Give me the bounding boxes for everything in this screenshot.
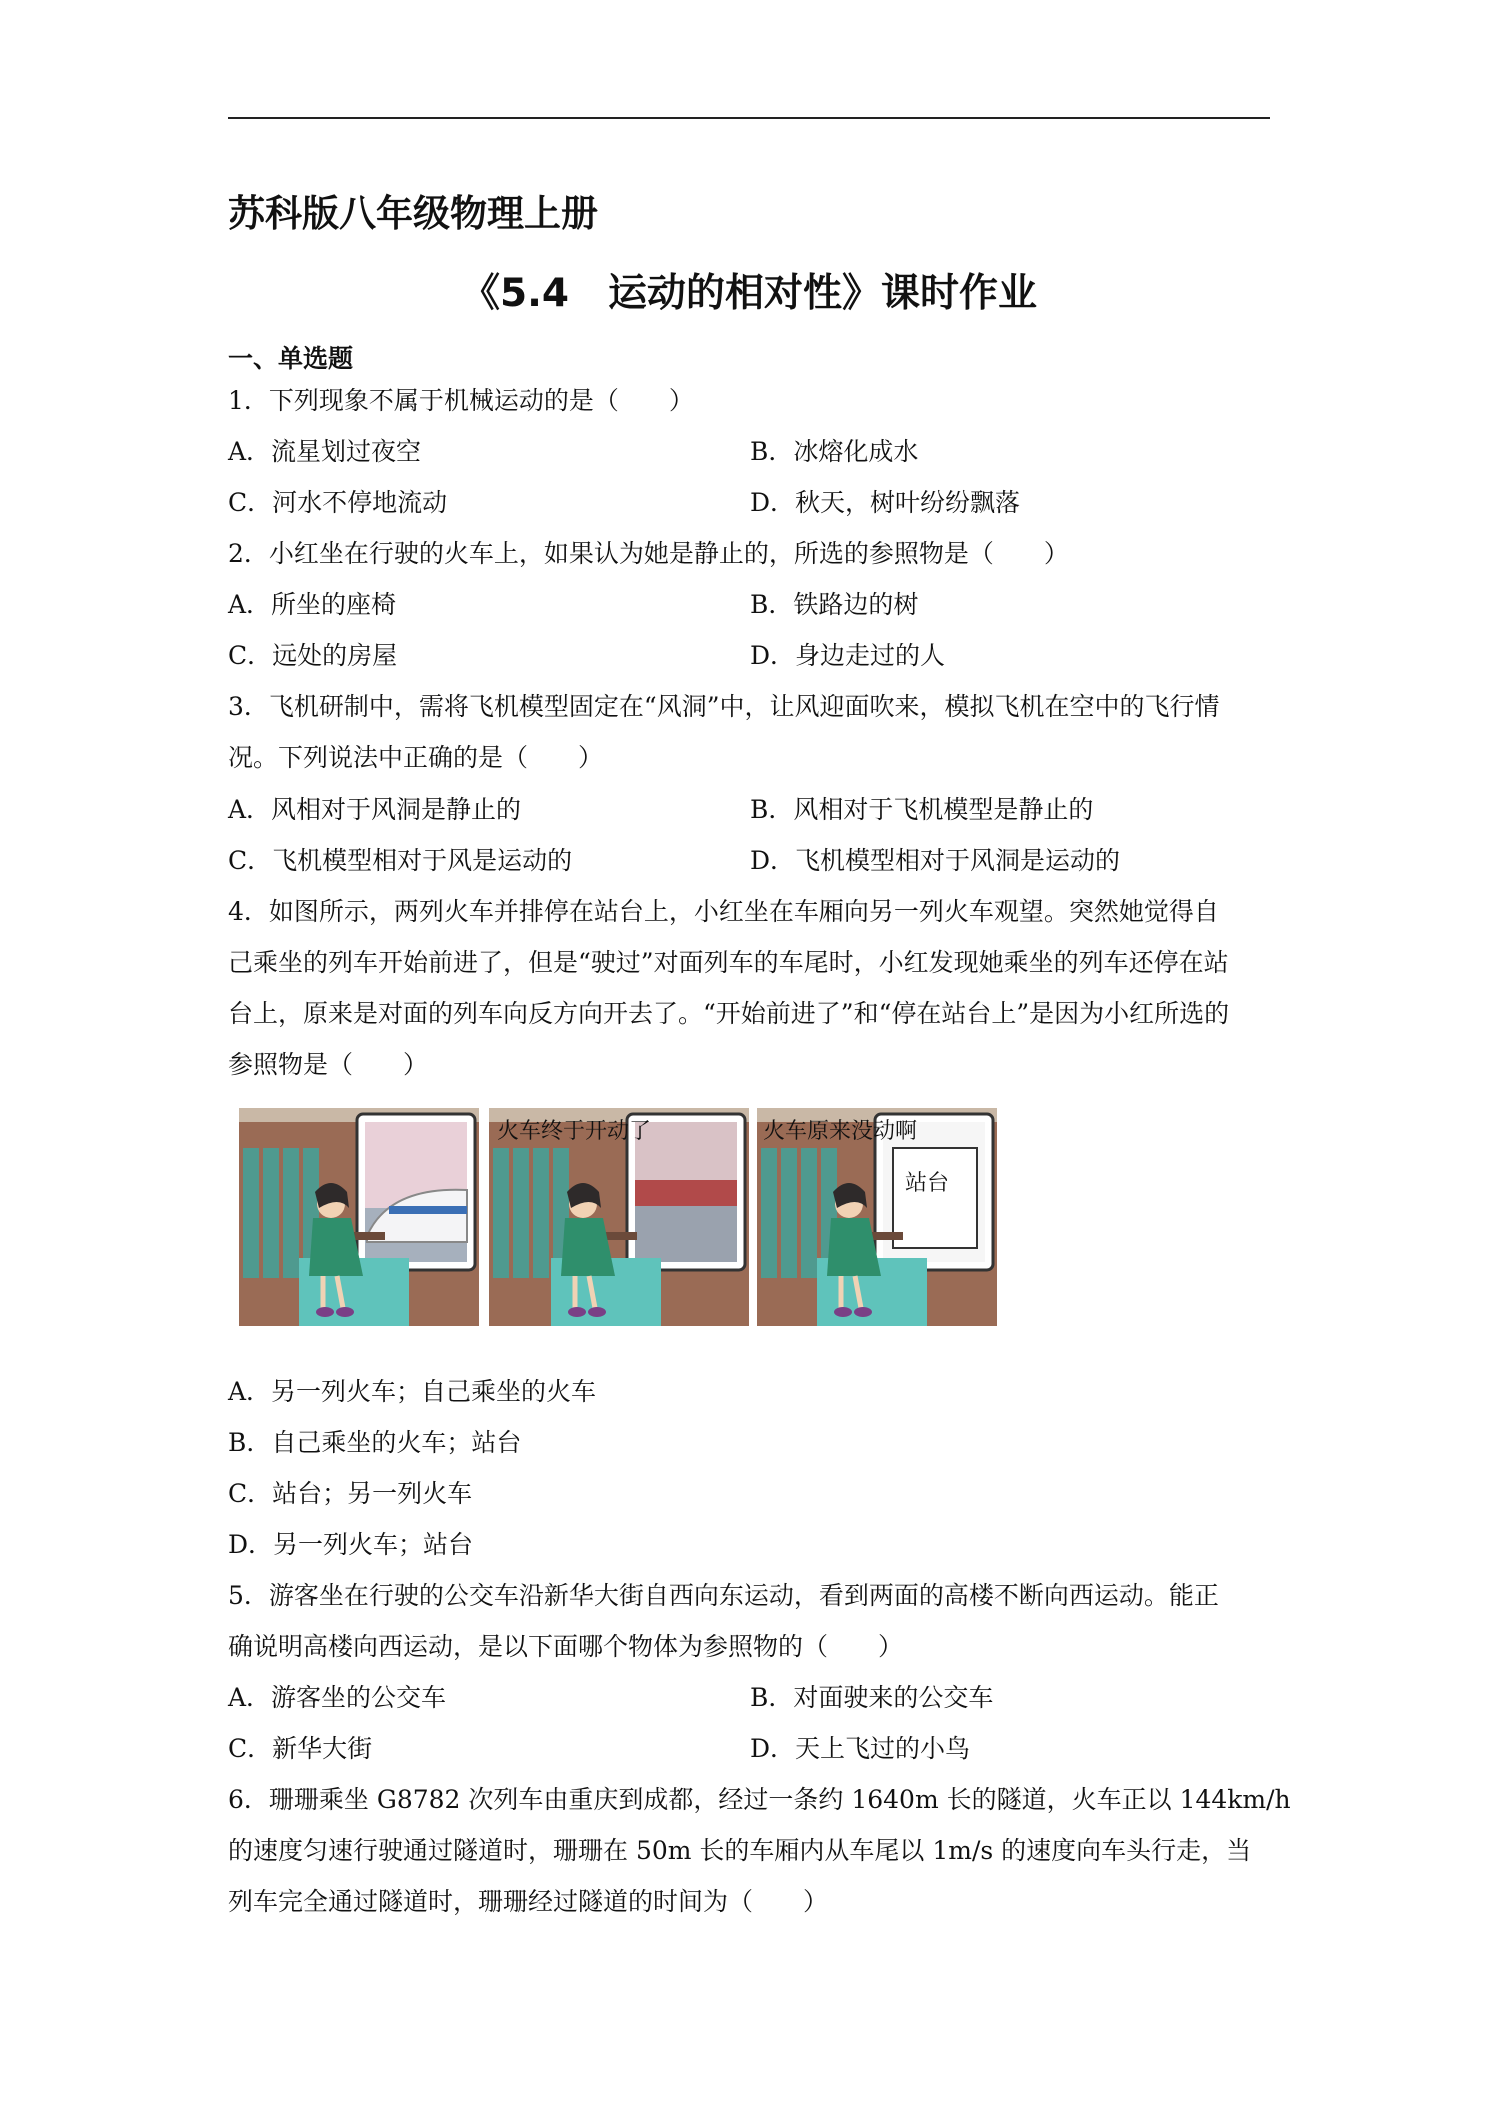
question-6-stem-line1: 6．珊珊乘坐 G8782 次列车由重庆到成都，经过一条约 1640m 长的隧道，火车正以 144km/h <box>228 1785 1291 1814</box>
question-4-option-d: D．另一列火车；站台 <box>228 1530 474 1559</box>
question-1-option-b: B．冰熔化成水 <box>750 437 919 466</box>
question-4-stem-line4: 参照物是（ ） <box>228 1050 429 1079</box>
question-5-option-a: A．游客坐的公交车 <box>228 1683 447 1712</box>
section-heading: 一、单选题 <box>228 344 354 373</box>
question-3-option-d: D．飞机模型相对于风洞是运动的 <box>750 846 1121 875</box>
panel-3 <box>757 1108 997 1326</box>
question-2-option-c: C．远处的房屋 <box>228 641 398 670</box>
question-5-stem-line1: 5．游客坐在行驶的公交车沿新华大街自西向东运动，看到两面的高楼不断向西运动。能正 <box>228 1581 1219 1610</box>
question-4-option-c: C．站台；另一列火车 <box>228 1479 473 1508</box>
question-6-stem-line3: 列车完全通过隧道时，珊珊经过隧道的时间为（ ） <box>228 1887 829 1916</box>
question-5-option-d: D．天上飞过的小鸟 <box>750 1734 971 1763</box>
question-1-option-d: D．秋天，树叶纷纷飘落 <box>750 488 1021 517</box>
question-6-stem-line2: 的速度匀速行驶通过隧道时，珊珊在 50m 长的车厢内从车尾以 1m/s 的速度向车头行走，当 <box>228 1836 1252 1865</box>
question-3-stem-line1: 3．飞机研制中，需将飞机模型固定在“风洞”中，让风迎面吹来，模拟飞机在空中的飞行情 <box>228 692 1220 721</box>
question-1-option-c: C．河水不停地流动 <box>228 488 448 517</box>
train-illustration <box>239 1108 1029 1328</box>
question-3-option-c: C．飞机模型相对于风是运动的 <box>228 846 573 875</box>
question-2-option-b: B．铁路边的树 <box>750 590 919 619</box>
question-3-option-b: B．风相对于飞机模型是静止的 <box>750 795 1094 824</box>
question-4-stem-line1: 4．如图所示，两列火车并排停在站台上，小红坐在车厢向另一列火车观望。突然她觉得自 <box>228 897 1219 926</box>
panel-1 <box>239 1108 479 1326</box>
header-rule <box>228 117 1270 119</box>
question-4-option-a: A．另一列火车；自己乘坐的火车 <box>228 1377 597 1406</box>
question-3-option-a: A．风相对于风洞是静止的 <box>228 795 522 824</box>
panel-2-caption: 火车终于开动了 <box>497 1119 652 1144</box>
question-4-stem-line3: 台上，原来是对面的列车向反方向开去了。“开始前进了”和“停在站台上”是因为小红所选的 <box>228 999 1230 1028</box>
panel-3-sign: 站台 <box>905 1171 950 1196</box>
question-3-stem-line2: 况。下列说法中正确的是（ ） <box>228 743 604 772</box>
document-title-line2: 《5.4 运动的相对性》课时作业 <box>460 271 1038 316</box>
question-2-option-a: A．所坐的座椅 <box>228 590 397 619</box>
question-1-option-a: A．流星划过夜空 <box>228 437 422 466</box>
question-2-stem: 2．小红坐在行驶的火车上，如果认为她是静止的，所选的参照物是（ ） <box>228 539 1069 568</box>
question-4-stem-line2: 己乘坐的列车开始前进了，但是“驶过”对面列车的车尾时，小红发现她乘坐的列车还停在站 <box>228 948 1229 977</box>
question-5-option-c: C．新华大街 <box>228 1734 373 1763</box>
question-5-stem-line2: 确说明高楼向西运动，是以下面哪个物体为参照物的（ ） <box>228 1632 904 1661</box>
question-1-stem: 1．下列现象不属于机械运动的是（ ） <box>228 386 694 415</box>
question-2-option-d: D．身边走过的人 <box>750 641 946 670</box>
document-title-line1: 苏科版八年级物理上册 <box>228 192 598 235</box>
question-5-option-b: B．对面驶来的公交车 <box>750 1683 994 1712</box>
panel-3-caption: 火车原来没动啊 <box>763 1119 918 1144</box>
panel-2 <box>489 1108 749 1326</box>
question-4-option-b: B．自己乘坐的火车；站台 <box>228 1428 522 1457</box>
